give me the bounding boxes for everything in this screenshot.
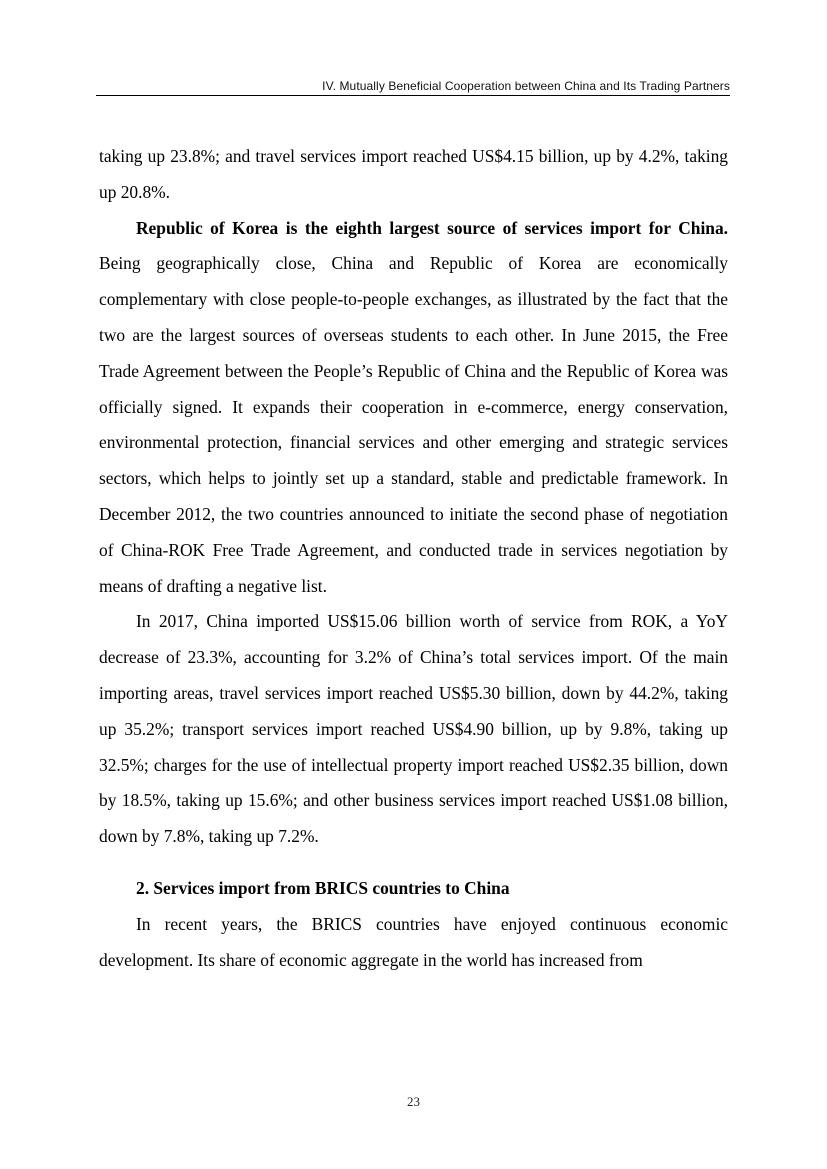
paragraph-lead-bold: Republic of Korea is the eighth largest source of services import for China.	[136, 217, 728, 238]
paragraph-rok-imports: In 2017, China imported US$15.06 billion worth of service from ROK, a YoY decrease of 23.3%, accounting for 3.2% of China’s total services import. Of the main importing areas, travel services import reached US$5.30 billion, down by 44.2%, taking up 35.2%; transport services import reached US$4.90 billion, up by 9.8%, taking up 32.5%; charges for the use of intellectual property import reached US$2.35 billion, down by 18.5%, taking up 15.6%; and other business services import reached US$1.08 billion, down by 7.8%, taking up 7.2%.	[99, 611, 728, 847]
paragraph-continuation: taking up 23.8%; and travel services import reached US$4.15 billion, up by 4.2%, taking up 20.8%.	[99, 146, 728, 202]
header-rule	[96, 95, 730, 96]
section-heading: 2. Services import from BRICS countries to China	[136, 877, 510, 898]
paragraph-korea	[99, 211, 728, 605]
page-number: 23	[407, 1094, 420, 1109]
body-text	[99, 139, 728, 978]
paragraph-brics: In recent years, the BRICS countries have enjoyed continuous economic development. Its share of economic aggregate in the world has increased from	[99, 913, 728, 970]
paragraph-korea-body: Being geographically close, China and Republic of Korea are economically complementary with close people-to-people exchanges, as illustrated by the fact that the two are the largest sources of overseas students to each other. In June 2015, the Free Trade Agreement between the People’s Republic of China and the Republic of Korea was officially signed. It expands their cooperation in e-commerce, energy conservation, environmental protection, financial services and other emerging and strategic services sectors, which helps to jointly set up a standard, stable and predictable framework. In December 2012, the two countries announced to initiate the second phase of negotiation of China-ROK Free Trade Agreement, and conducted trade in services negotiation by means of drafting a negative list.	[99, 253, 728, 596]
running-header: IV. Mutually Beneficial Cooperation between China and Its Trading Partners	[322, 79, 730, 93]
